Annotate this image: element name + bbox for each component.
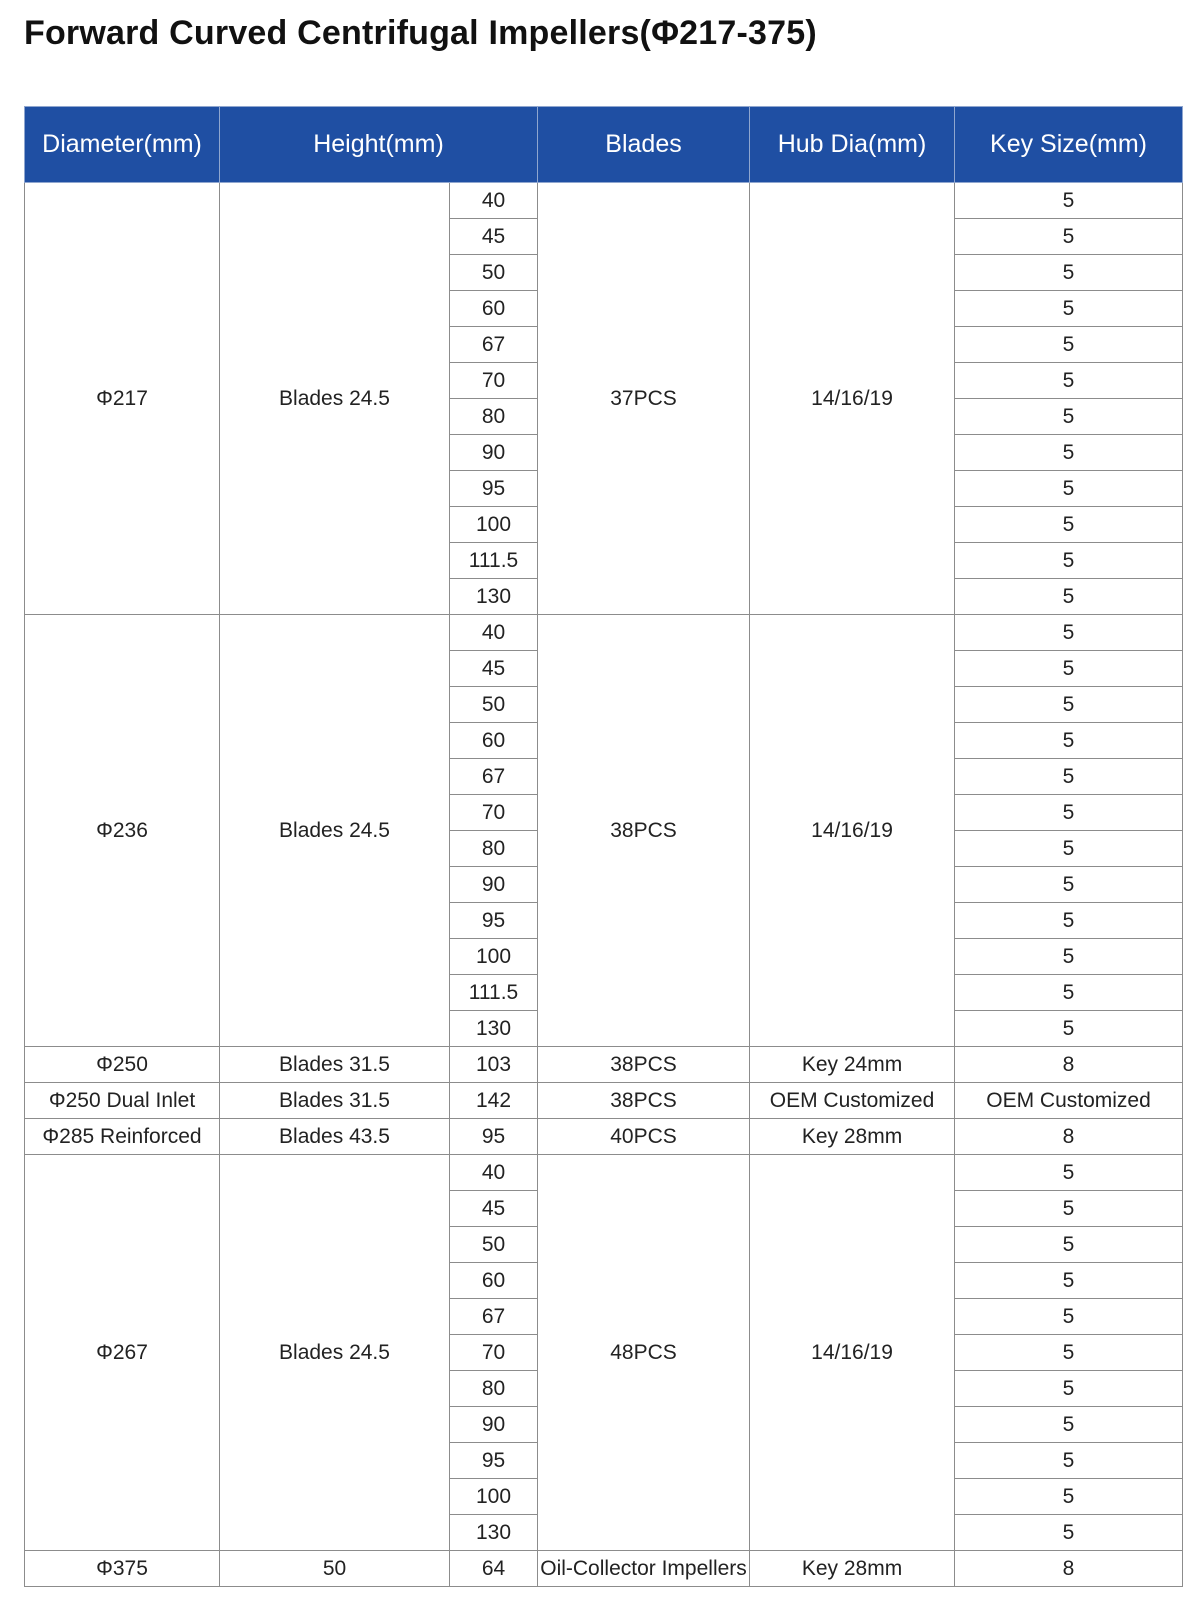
hub-dia-cell: 14/16/19 [750,1155,955,1551]
height-cell: 70 [450,795,538,831]
key-size-cell: 5 [955,1335,1183,1371]
table-header [25,107,1183,183]
diameter-cell: Φ285 Reinforced [25,1119,220,1155]
diameter-cell: Φ250 Dual Inlet [25,1083,220,1119]
key-size-cell: 5 [955,795,1183,831]
key-size-cell: 5 [955,903,1183,939]
height-cell: 130 [450,579,538,615]
key-size-cell: 5 [955,1407,1183,1443]
key-size-cell: 5 [955,615,1183,651]
impeller-spec-table [24,106,1183,1587]
blade-height-cell: Blades 24.5 [220,183,450,615]
height-cell: 50 [450,1227,538,1263]
key-size-cell: 5 [955,651,1183,687]
key-size-cell: 5 [955,543,1183,579]
key-size-cell: 5 [955,1443,1183,1479]
key-size-cell: OEM Customized [955,1083,1183,1119]
height-cell: 60 [450,723,538,759]
blades-cell: Oil-Collector Impellers [538,1551,750,1587]
height-cell: 50 [450,255,538,291]
table-row [25,615,1183,651]
height-cell: 95 [450,1443,538,1479]
col-header-height: Height(mm) [220,107,538,183]
table-row [25,183,1183,219]
height-cell: 100 [450,507,538,543]
blade-height-cell: Blades 31.5 [220,1083,450,1119]
height-cell: 95 [450,903,538,939]
height-cell: 50 [450,687,538,723]
table-row [25,1551,1183,1587]
height-cell: 40 [450,183,538,219]
hub-dia-cell: 14/16/19 [750,615,955,1047]
hub-dia-cell: Key 28mm [750,1119,955,1155]
blades-cell: 38PCS [538,615,750,1047]
table-row [25,1119,1183,1155]
key-size-cell: 5 [955,363,1183,399]
page-title: Forward Curved Centrifugal Impellers(Φ217-375) [24,14,817,52]
table-body [25,183,1183,1587]
key-size-cell: 5 [955,327,1183,363]
key-size-cell: 5 [955,831,1183,867]
blades-cell: 38PCS [538,1047,750,1083]
blades-cell: 37PCS [538,183,750,615]
key-size-cell: 5 [955,939,1183,975]
key-size-cell: 8 [955,1047,1183,1083]
key-size-cell: 5 [955,1191,1183,1227]
key-size-cell: 5 [955,1515,1183,1551]
height-cell: 111.5 [450,975,538,1011]
col-header-hub-dia: Hub Dia(mm) [750,107,955,183]
key-size-cell: 8 [955,1551,1183,1587]
diameter-cell: Φ250 [25,1047,220,1083]
height-cell: 80 [450,831,538,867]
height-cell: 95 [450,471,538,507]
key-size-cell: 5 [955,1263,1183,1299]
hub-dia-cell: Key 28mm [750,1551,955,1587]
key-size-cell: 5 [955,471,1183,507]
key-size-cell: 5 [955,579,1183,615]
table-row [25,1047,1183,1083]
key-size-cell: 5 [955,399,1183,435]
diameter-cell: Φ217 [25,183,220,615]
height-cell: 45 [450,651,538,687]
height-cell: 67 [450,759,538,795]
height-cell: 70 [450,363,538,399]
height-cell: 80 [450,1371,538,1407]
height-cell: 130 [450,1515,538,1551]
key-size-cell: 5 [955,255,1183,291]
height-cell: 60 [450,1263,538,1299]
col-header-key-size: Key Size(mm) [955,107,1183,183]
height-cell: 67 [450,327,538,363]
diameter-cell: Φ267 [25,1155,220,1551]
diameter-cell: Φ375 [25,1551,220,1587]
col-header-diameter: Diameter(mm) [25,107,220,183]
key-size-cell: 5 [955,1155,1183,1191]
key-size-cell: 5 [955,975,1183,1011]
height-cell: 100 [450,939,538,975]
height-cell: 67 [450,1299,538,1335]
col-header-blades: Blades [538,107,750,183]
table-row [25,1083,1183,1119]
key-size-cell: 5 [955,1479,1183,1515]
height-cell: 45 [450,219,538,255]
height-cell: 103 [450,1047,538,1083]
height-cell: 64 [450,1551,538,1587]
hub-dia-cell: OEM Customized [750,1083,955,1119]
diameter-cell: Φ236 [25,615,220,1047]
height-cell: 45 [450,1191,538,1227]
height-cell: 111.5 [450,543,538,579]
blades-cell: 40PCS [538,1119,750,1155]
blade-height-cell: Blades 31.5 [220,1047,450,1083]
key-size-cell: 5 [955,1371,1183,1407]
height-cell: 100 [450,1479,538,1515]
height-cell: 90 [450,1407,538,1443]
blade-height-cell: Blades 43.5 [220,1119,450,1155]
key-size-cell: 5 [955,759,1183,795]
height-cell: 130 [450,1011,538,1047]
key-size-cell: 5 [955,219,1183,255]
hub-dia-cell: 14/16/19 [750,183,955,615]
key-size-cell: 5 [955,1011,1183,1047]
blades-cell: 38PCS [538,1083,750,1119]
blade-height-cell: Blades 24.5 [220,615,450,1047]
blade-height-cell: Blades 24.5 [220,1155,450,1551]
height-cell: 70 [450,1335,538,1371]
key-size-cell: 5 [955,723,1183,759]
height-cell: 80 [450,399,538,435]
table-row [25,1155,1183,1191]
key-size-cell: 5 [955,291,1183,327]
hub-dia-cell: Key 24mm [750,1047,955,1083]
height-cell: 142 [450,1083,538,1119]
key-size-cell: 5 [955,435,1183,471]
key-size-cell: 5 [955,687,1183,723]
height-cell: 95 [450,1119,538,1155]
height-cell: 90 [450,867,538,903]
key-size-cell: 5 [955,1227,1183,1263]
height-cell: 40 [450,1155,538,1191]
blades-cell: 48PCS [538,1155,750,1551]
height-cell: 40 [450,615,538,651]
height-cell: 60 [450,291,538,327]
key-size-cell: 8 [955,1119,1183,1155]
key-size-cell: 5 [955,1299,1183,1335]
key-size-cell: 5 [955,507,1183,543]
key-size-cell: 5 [955,183,1183,219]
height-cell: 90 [450,435,538,471]
key-size-cell: 5 [955,867,1183,903]
blade-height-cell: 50 [220,1551,450,1587]
